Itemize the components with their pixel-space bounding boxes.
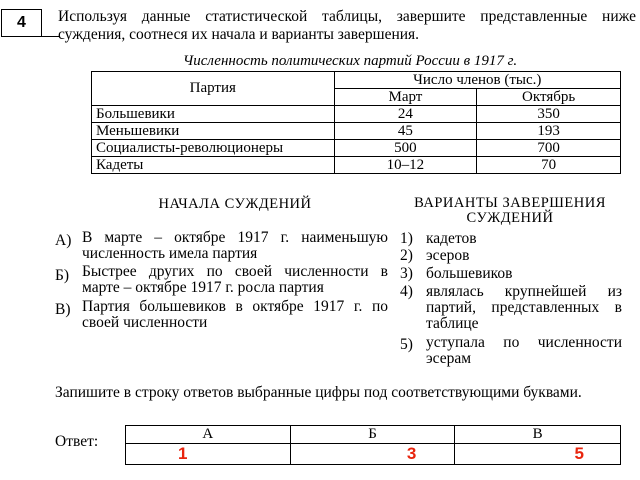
answer-letter-a: А — [126, 426, 291, 444]
table-title: Численность политических партий России в 1917 г. — [182, 53, 518, 69]
ending-label-5: 5) — [400, 336, 413, 353]
ending-label-1: 1) — [400, 230, 413, 247]
beginnings-header: НАЧАЛА СУЖДЕНИЙ — [158, 196, 312, 212]
column-header-members: Число членов (тыс.) — [334, 72, 620, 89]
party-name: Большевики — [92, 106, 335, 123]
ending-text-3: большевиков — [426, 265, 513, 282]
beginning-label-a: А) — [55, 232, 72, 249]
answer-values-row — [126, 444, 621, 465]
column-header-october: Октябрь — [477, 89, 621, 106]
answer-letter-b: Б — [290, 426, 455, 444]
answer-value-a: 1 — [178, 444, 188, 463]
party-name: Кадеты — [92, 157, 335, 174]
task-number: 4 — [17, 14, 26, 31]
answer-label: Ответ: — [55, 433, 99, 450]
answer-cell-c[interactable] — [455, 444, 621, 465]
party-name: Меньшевики — [92, 123, 335, 140]
table-row — [92, 106, 621, 123]
march-value: 24 — [334, 106, 477, 123]
ending-label-3: 3) — [400, 265, 413, 282]
ending-label-2: 2) — [400, 247, 413, 264]
october-value: 700 — [477, 140, 621, 157]
ending-label-4: 4) — [400, 283, 413, 300]
table-row — [92, 123, 621, 140]
closing-instruction: Запишите в строку ответов выбранные цифры под соответствующими буквами. — [55, 384, 582, 401]
table-header-row — [92, 72, 621, 89]
march-value: 10–12 — [334, 157, 477, 174]
ending-text-4: являлась крупнейшей из партий, представленных в таблице — [426, 283, 622, 332]
party-name: Социалисты-революционеры — [92, 140, 335, 157]
march-value: 45 — [334, 123, 477, 140]
answer-value-b: 3 — [406, 444, 417, 463]
october-value: 70 — [477, 157, 621, 174]
ending-text-5: уступала по численности эсерам — [426, 334, 622, 367]
answer-value-c: 5 — [574, 444, 584, 463]
ending-text-2: эсеров — [426, 247, 470, 264]
beginning-text-c: Партия большевиков в октябре 1917 г. по своей численности — [82, 298, 388, 331]
answer-cell-b[interactable] — [290, 444, 455, 465]
october-value: 193 — [477, 123, 621, 140]
october-value: 350 — [477, 106, 621, 123]
answer-letter-c: В — [455, 426, 621, 444]
answer-cell-a[interactable] — [126, 444, 291, 465]
endings-header: ВАРИАНТЫ ЗАВЕРШЕНИЯ СУЖДЕНИЙ — [414, 195, 606, 226]
table-row — [92, 157, 621, 174]
task-instruction: Используя данные статистической таблицы, завершите представленные ниже суждения, соотнеся их начала и варианты завершения. — [58, 8, 636, 43]
answer-letters-row — [126, 426, 621, 444]
statistics-table — [91, 71, 621, 174]
ending-text-1: кадетов — [426, 230, 477, 247]
column-header-party: Партия — [92, 72, 335, 106]
table-row — [92, 140, 621, 157]
beginning-label-c: В) — [55, 301, 71, 318]
answer-table — [125, 425, 621, 465]
march-value: 500 — [334, 140, 477, 157]
beginning-text-b: Быстрее других по своей численности в марте – октябре 1917 г. росла партия — [82, 263, 388, 296]
column-header-march: Март — [334, 89, 477, 106]
task-number-box — [1, 9, 42, 37]
beginning-label-b: Б) — [55, 267, 70, 284]
beginning-text-a: В марте – октябре 1917 г. наименьшую численность имела партия — [82, 229, 388, 262]
